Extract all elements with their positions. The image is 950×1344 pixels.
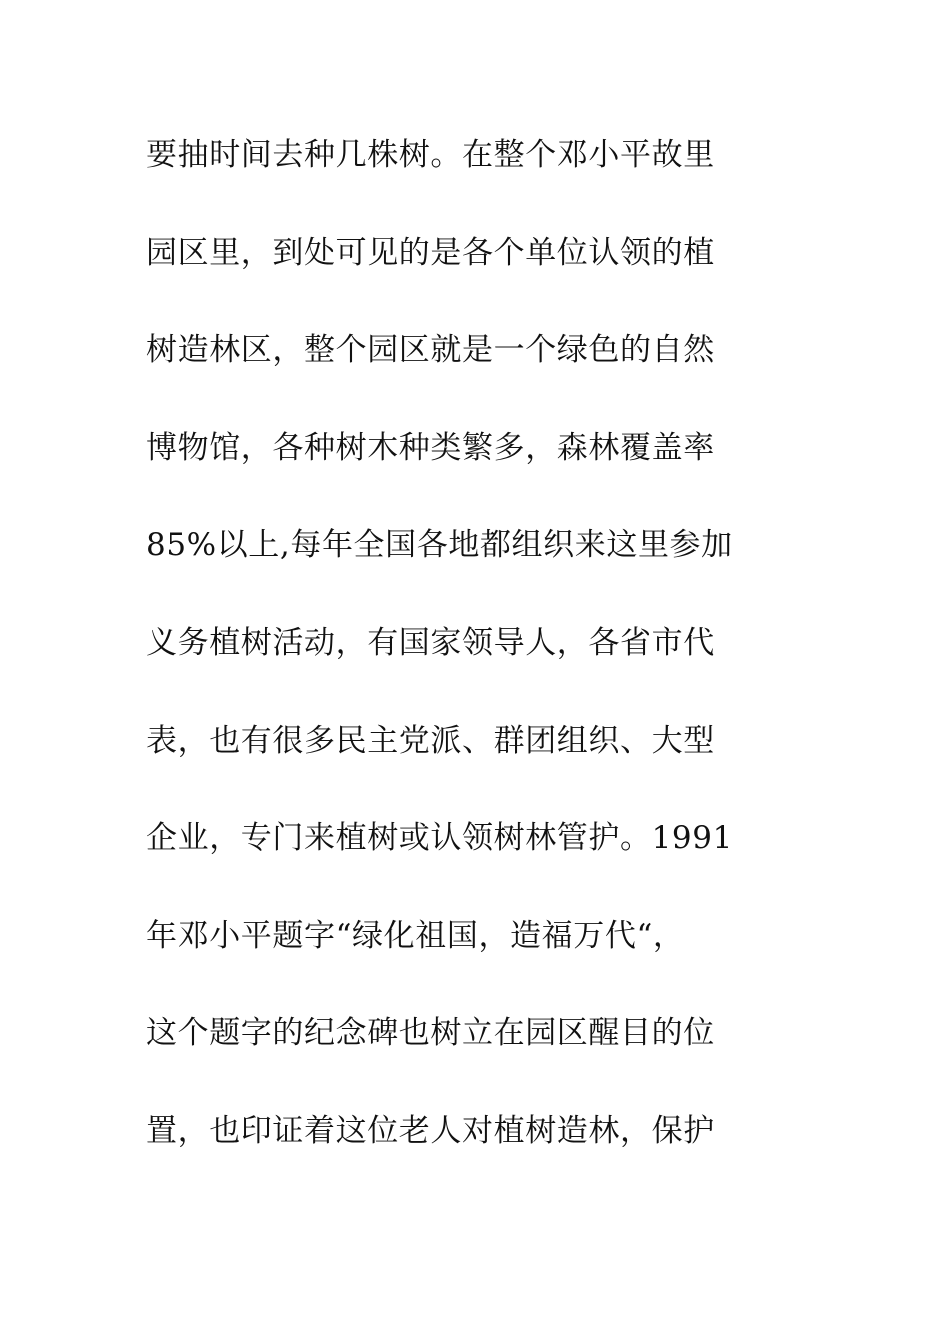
text-line: 企业，专门来植树或认领树林管护。1991 bbox=[146, 820, 733, 857]
text-line: 85%以上,每年全国各地都组织来这里参加 bbox=[146, 527, 733, 564]
text-line: 置，也印证着这位老人对植树造林，保护 bbox=[146, 1112, 715, 1149]
text-line: 年邓小平题字“绿化祖国，造福万代“， bbox=[146, 917, 685, 954]
text-line: 义务植树活动，有国家领导人，各省市代 bbox=[146, 624, 715, 661]
text-line: 要抽时间去种几株树。在整个邓小平故里 bbox=[146, 137, 715, 173]
body-text bbox=[146, 129, 786, 1203]
text-line: 表，也有很多民主党派、群团组织、大型 bbox=[146, 722, 715, 759]
text-line: 这个题字的纪念碑也树立在园区醒目的位 bbox=[146, 1015, 715, 1052]
text-line: 博物馆，各种树木种类繁多，森林覆盖率 bbox=[146, 429, 715, 466]
text-line: 树造林区，整个园区就是一个绿色的自然 bbox=[146, 332, 715, 369]
text-line: 园区里，到处可见的是各个单位认领的植 bbox=[146, 234, 715, 271]
